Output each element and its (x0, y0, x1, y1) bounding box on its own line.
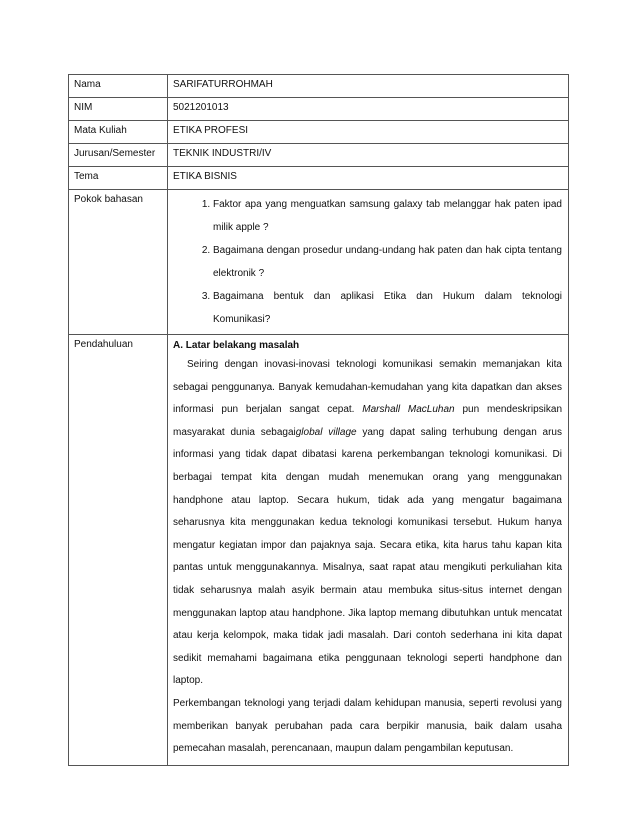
label-mata-kuliah: Mata Kuliah (69, 121, 168, 144)
value-tema: ETIKA BISNIS (168, 167, 569, 190)
row-nim (69, 98, 569, 121)
value-nama: SARIFATURROHMAH (168, 75, 569, 98)
p1-italic-term: global village (295, 426, 357, 438)
topic-item: 3. Bagaimana bentuk dan aplikasi Etika dan Hukum dalam teknologi Komunikasi? (213, 285, 564, 331)
paragraph-2: Perkembangan teknologi yang terjadi dalam kehidupan manusia, seperti revolusi yang memberikan banyak perubahan pada cara berpikir manusia, baik dalam usaha pemecahan masalah, perencanaan, maupun dalam pengambilan keputusan. (173, 697, 562, 755)
info-table (68, 74, 569, 766)
row-pokok-bahasan (69, 190, 569, 335)
row-mata-kuliah (69, 121, 569, 144)
p1-text-end: yang dapat saling terhubung dengan arus informasi yang tidak dapat dibatasi karena perkembangan teknologi komunikasi. Di berbagai tempat kita dengan mudah menemukan orang yang menggunakan handphone atau laptop. Secara hukum, tidak ada yang mengatur bagaimana seharusnya kita menggunakan kedua teknologi komunikasi tersebut. Hukum hanya mengatur kegiatan impor dan pajaknya saja. Secara etika, kita harus tahu kapan kita pantas untuk menggunakannya. Misalnya, saat rapat atau mengikuti perkuliahan kita tidak seharusnya malah asyik bermain atau membuka situs-situs internet dengan menggunakan laptop atau handphone. Jika laptop memang dibutuhkan untuk mencatat atau kerja kelompok, maka tidak jadi masalah. Dari contoh sederhana ini kita dapat sedikit memahami bagaimana etika penggunaan teknologi seperti handphone dan laptop. (173, 426, 562, 687)
topic-item: 2. Bagaimana dengan prosedur undang-undang hak paten dan hak cipta tentang elektronik ? (213, 239, 564, 285)
row-nama (69, 75, 569, 98)
value-mata-kuliah: ETIKA PROFESI (168, 121, 569, 144)
row-jurusan (69, 144, 569, 167)
p1-text-start: Seiring dengan inovasi-inovasi teknologi komunikasi semakin memanjakan kita sebagai penggunanya. Banyak kemudahan-kemudahan yang kita dapatkan dan akses informasi pun berjalan sangat cepat. (173, 359, 562, 416)
value-jurusan: TEKNIK INDUSTRI/IV (168, 144, 569, 167)
pendahuluan-content (168, 335, 569, 766)
value-nim: 5021201013 (168, 98, 569, 121)
topic-list (173, 193, 564, 331)
label-pokok-bahasan: Pokok bahasan (69, 190, 168, 335)
row-tema (69, 167, 569, 190)
label-nama: Nama (69, 75, 168, 98)
pokok-bahasan-list-cell (168, 190, 569, 335)
section-title: A. Latar belakang masalah (173, 340, 300, 351)
topic-item: 1. Faktor apa yang menguatkan samsung galaxy tab melanggar hak paten ipad milik apple ? (213, 193, 564, 239)
label-jurusan: Jurusan/Semester (69, 144, 168, 167)
label-pendahuluan: Pendahuluan (69, 335, 168, 766)
label-nim: NIM (69, 98, 168, 121)
p1-text-mid: pun mendeskripsikan masyarakat dunia sebagai (173, 404, 563, 438)
label-tema: Tema (69, 167, 168, 190)
row-pendahuluan (69, 335, 569, 766)
p1-italic-name: Marshall MacLuhan (362, 404, 455, 416)
paragraph-1 (173, 354, 564, 693)
